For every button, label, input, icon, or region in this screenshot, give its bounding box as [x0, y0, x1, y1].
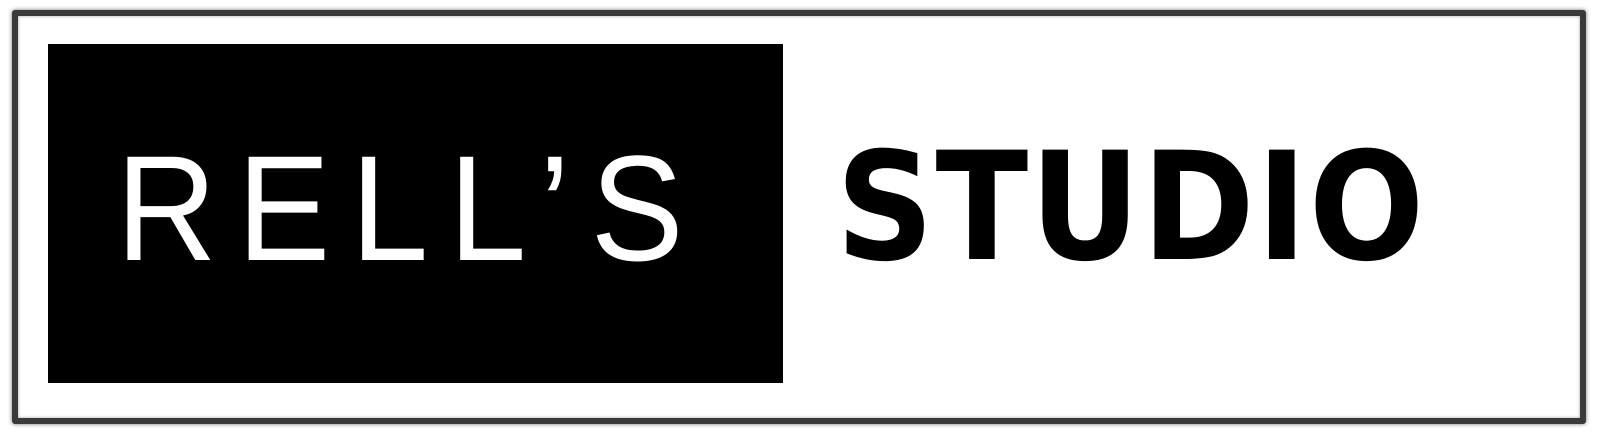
logo-rells-text: RELL’S: [116, 124, 705, 292]
logo-studio-text: STUDIO: [836, 121, 1427, 295]
